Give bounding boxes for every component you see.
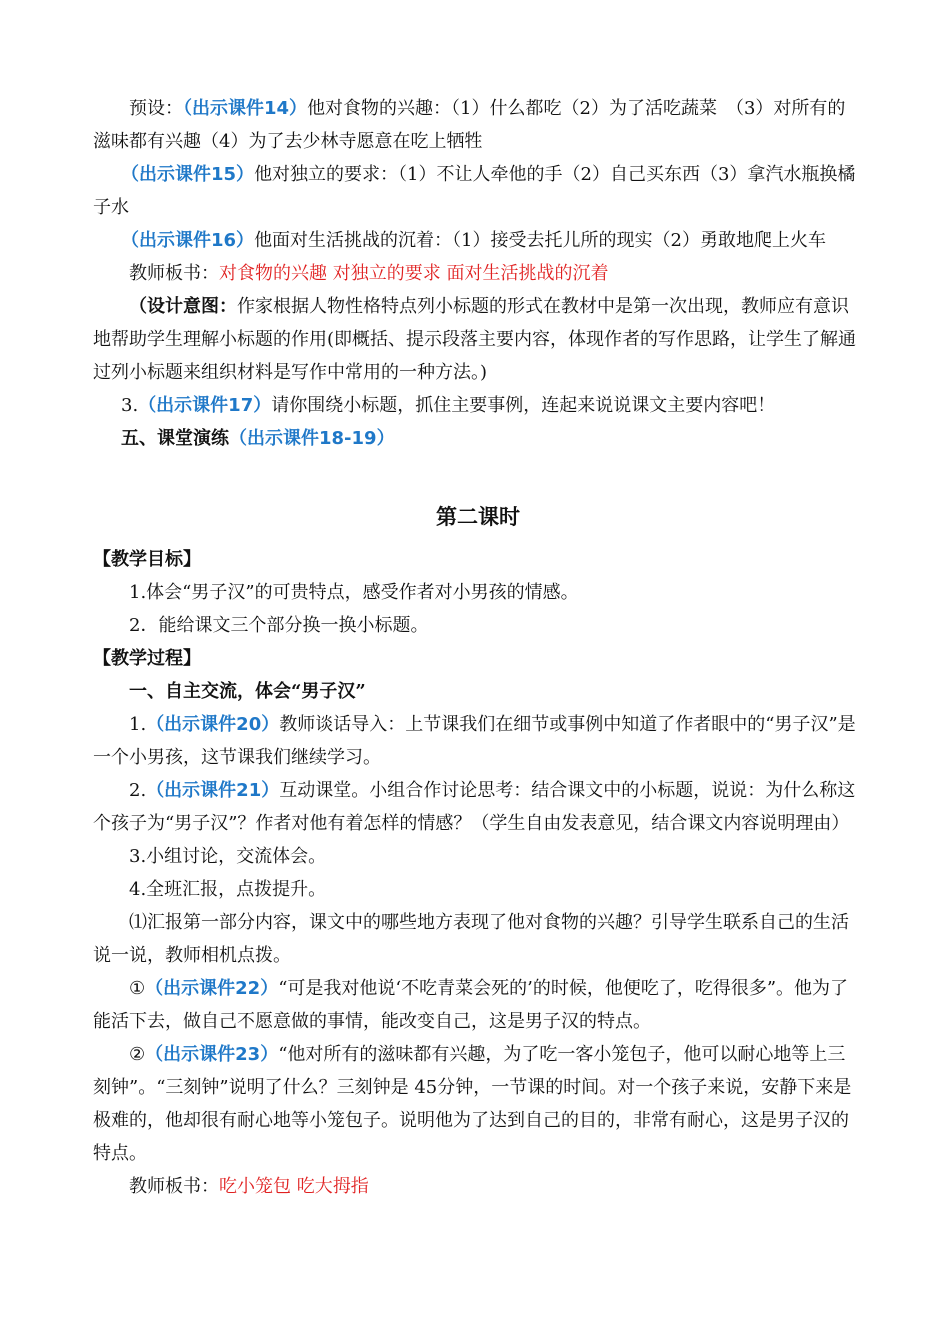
paragraph-text: “他对所有的滋味都有兴趣，为了吃一客小笼包子，他可以耐心地等上三刻钟”。“三刻钟”说明了什么？三刻钟是 45分钟，一节课的时间。对一个孩子来说，安静下来是极难的，他却很有耐心地等小笼包子。说明他为了达到自己的目的，非常有耐心，这是男子汉的特点。: [93, 1044, 852, 1164]
courseware-ref: （出示课件22）: [145, 978, 279, 999]
courseware-ref: （出示课件17）: [138, 395, 272, 416]
challenge-paragraph: [93, 224, 863, 257]
blackboard-text: 对食物的兴趣 对独立的要求 面对生活挑战的沉着: [219, 263, 609, 284]
blackboard-note-2: [93, 1170, 863, 1203]
document-page: [93, 92, 863, 1203]
process-step-3: 3.小组讨论，交流体会。: [129, 846, 327, 867]
paragraph-text: 互动课堂。小组合作讨论思考：结合课文中的小标题，说说：为什么称这个孩子为“男子汉”？作者对他有着怎样的情感？（学生自由发表意见，结合课文内容说明理由）: [93, 780, 856, 834]
step-number: 3.: [121, 395, 139, 416]
step-number: 1.: [129, 714, 147, 735]
blackboard-label: 教师板书：: [129, 263, 219, 284]
process-step-4: 4.全班汇报，点拨提升。: [129, 879, 327, 900]
blackboard-label: 教师板书：: [129, 1176, 219, 1197]
point-1: [93, 972, 863, 1038]
courseware-ref: （出示课件20）: [146, 714, 280, 735]
courseware-ref: （出示课件23）: [145, 1044, 279, 1065]
step-number: 2.: [129, 780, 147, 801]
lesson-title: 第二课时: [436, 504, 520, 529]
preset-label: 预设：: [129, 98, 183, 119]
independence-paragraph: [93, 158, 863, 224]
courseware-ref: （出示课件21）: [146, 780, 280, 801]
circled-number: ①: [129, 978, 146, 999]
preset-paragraph: [93, 92, 863, 158]
courseware-ref: （出示课件16）: [121, 230, 255, 251]
design-intent-label: （设计意图：: [129, 296, 237, 317]
process-heading: 【教学过程】: [93, 648, 201, 669]
process-step-2: [93, 774, 863, 840]
paragraph-text: 他面对生活挑战的沉着：（1）接受去托儿所的现实（2）勇敢地爬上火车: [254, 230, 826, 251]
practice-heading: [93, 422, 863, 455]
process-step-1: [93, 708, 863, 774]
blackboard-note: [93, 257, 863, 290]
paragraph-text: 请你围绕小标题，抓住主要事例，连起来说说课文主要内容吧！: [271, 395, 776, 416]
section-1-heading: 一、自主交流，体会“男子汉”: [129, 681, 366, 702]
blackboard-text: 吃小笼包 吃大拇指: [219, 1176, 369, 1197]
report-part-1: ⑴汇报第一部分内容，课文中的哪些地方表现了他对食物的兴趣？引导学生联系自己的生活说一说，教师相机点拨。: [93, 912, 849, 966]
goals-heading: 【教学目标】: [93, 549, 201, 570]
paragraph-text: “可是我对他说‘不吃青菜会死的’的时候，他便吃了，吃得很多”。他为了能活下去，做自己不愿意做的事情，能改变自己，这是男子汉的特点。: [93, 978, 849, 1032]
paragraph-text: 他对食物的兴趣：（1）什么都吃（2）为了活吃蔬菜 （3）对所有的滋味都有兴趣（4）为了去少林寺愿意在吃上牺牲: [93, 98, 846, 152]
courseware-ref: （出示课件18-19）: [229, 428, 395, 449]
goal-2: 2．能给课文三个部分换一换小标题。: [129, 615, 429, 636]
design-intent-paragraph: [93, 290, 863, 389]
circled-number: ②: [129, 1044, 146, 1065]
courseware-ref: （出示课件15）: [121, 164, 255, 185]
goal-1: 1.体会“男子汉”的可贵特点，感受作者对小男孩的情感。: [129, 582, 579, 603]
paragraph-text: 教师谈话导入：上节课我们在细节或事例中知道了作者眼中的“男子汉”是一个小男孩，这节课我们继续学习。: [93, 714, 856, 768]
courseware-ref: （出示课件14）: [183, 98, 308, 119]
point-2: [93, 1038, 863, 1170]
paragraph-text: 作家根据人物性格特点列小标题的形式在教材中是第一次出现，教师应有意识地帮助学生理解小标题的作用(即概括、提示段落主要内容，体现作者的写作思路，让学生了解通过列小标题来组织材料是写作中常用的一种方法。): [93, 296, 857, 383]
paragraph-text: 他对独立的要求：（1）不让人牵他的手（2）自己买东西（3）拿汽水瓶换橘子水: [93, 164, 856, 218]
section-heading: 五、课堂演练: [121, 428, 229, 449]
step-3: [93, 389, 863, 422]
